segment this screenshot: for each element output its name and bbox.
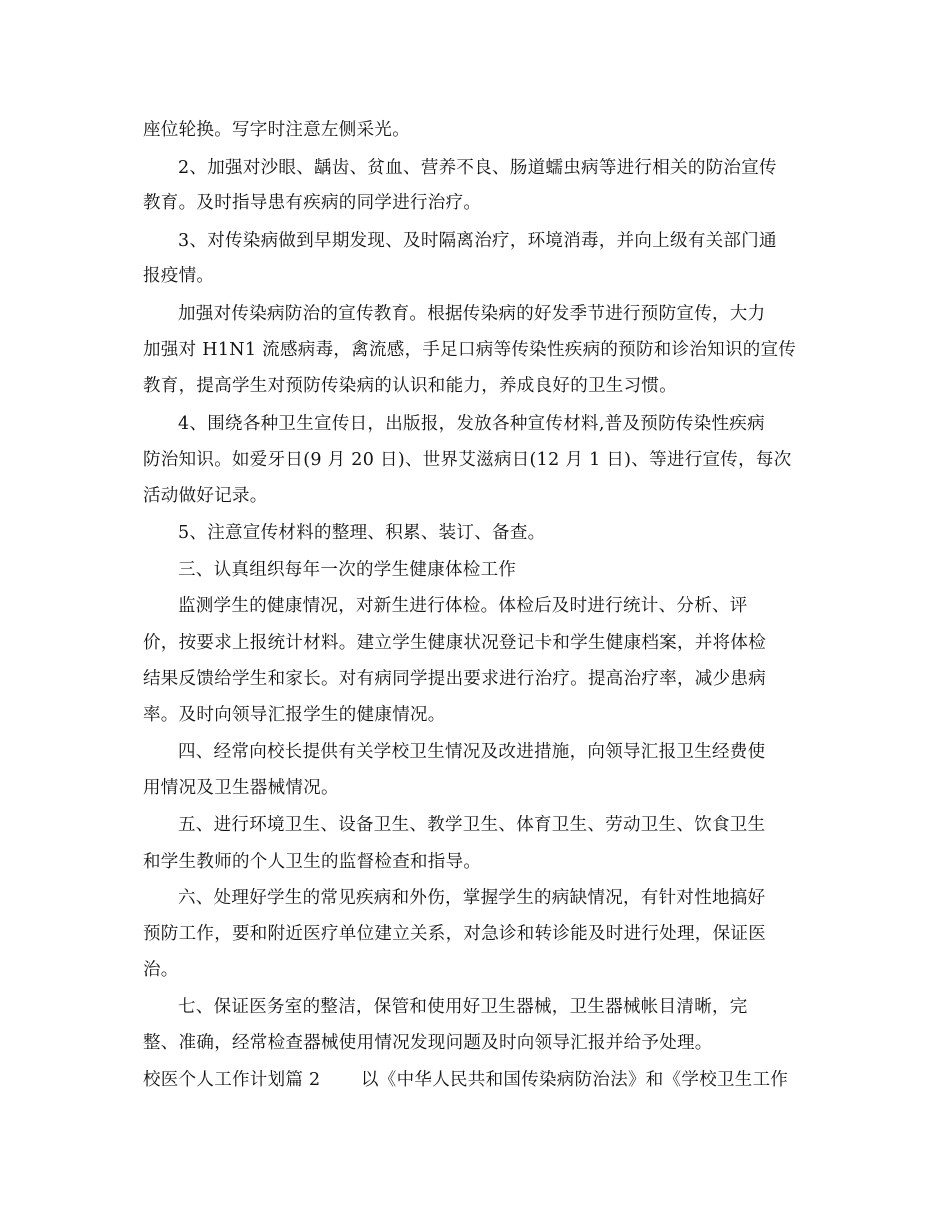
text-line: 加强对传染病防治的宣传教育。根据传染病的好发季节进行预防宣传，大力 xyxy=(178,304,766,324)
text-line: 监测学生的健康情况，对新生进行体检。体检后及时进行统计、分析、评 xyxy=(178,596,748,616)
text-line: 3、对传染病做到早期发现、及时隔离治疗，环境消毒，并向上级有关部门通 xyxy=(178,231,777,251)
article-title: 校医个人工作计划篇 2 xyxy=(143,1070,321,1090)
article-intro: 以《中华人民共和国传染病防治法》和《学校卫生工作 xyxy=(361,1070,789,1090)
text-line: 4、围绕各种卫生宣传日，出版报，发放各种宣传材料,普及预防传染性疾病 xyxy=(178,414,765,434)
text-line: 2、加强对沙眼、龋齿、贫血、营养不良、肠道蠕虫病等进行相关的防治宣传 xyxy=(178,158,777,178)
footer-line xyxy=(143,1068,788,1092)
text-line: 整、准确，经常检查器械使用情况发现问题及时向领导汇报并给予处理。 xyxy=(143,1033,713,1053)
text-line: 加强对 H1N1 流感病毒，禽流感，手足口病等传染性疾病的预防和诊治知识的宣传 xyxy=(143,340,797,360)
section-heading: 七、保证医务室的整洁，保管和使用好卫生器械，卫生器械帐目清晰，完 xyxy=(178,997,748,1017)
section-heading: 六、处理好学生的常见疾病和外伤，掌握学生的病缺情况，有针对性地搞好 xyxy=(178,888,766,908)
text-line: 防治知识。如爱牙日(9 月 20 日)、世界艾滋病日(12 月 1 日)、等进行宣传，每次 xyxy=(143,450,792,470)
text-line: 5、注意宣传材料的整理、积累、装订、备查。 xyxy=(178,523,546,543)
text-line: 结果反馈给学生和家长。对有病同学提出要求进行治疗。提高治疗率，减少患病 xyxy=(143,669,766,689)
text-line: 报疫情。 xyxy=(143,266,215,286)
text-line: 教育，提高学生对预防传染病的认识和能力，养成良好的卫生习惯。 xyxy=(143,376,677,396)
text-line: 活动做好记录。 xyxy=(143,486,268,506)
section-heading: 三、认真组织每年一次的学生健康体检工作 xyxy=(178,560,517,580)
section-heading: 五、进行环境卫生、设备卫生、教学卫生、体育卫生、劳动卫生、饮食卫生 xyxy=(178,815,766,835)
text-line: 价，按要求上报统计材料。建立学生健康状况登记卡和学生健康档案，并将体检 xyxy=(143,633,766,653)
section-heading: 四、经常向校长提供有关学校卫生情况及改进措施，向领导汇报卫生经费使 xyxy=(178,742,766,762)
text-line: 用情况及卫生器械情况。 xyxy=(143,778,339,798)
text-line: 预防工作，要和附近医疗单位建立关系，对急诊和转诊能及时进行处理，保证医 xyxy=(143,924,766,944)
text-line: 座位轮换。写字时注意左侧采光。 xyxy=(143,120,410,140)
text-line: 和学生教师的个人卫生的监督检查和指导。 xyxy=(143,852,482,872)
text-line: 率。及时向领导汇报学生的健康情况。 xyxy=(143,705,446,725)
text-line: 治。 xyxy=(143,960,179,980)
text-line: 教育。及时指导患有疾病的同学进行治疗。 xyxy=(143,193,482,213)
